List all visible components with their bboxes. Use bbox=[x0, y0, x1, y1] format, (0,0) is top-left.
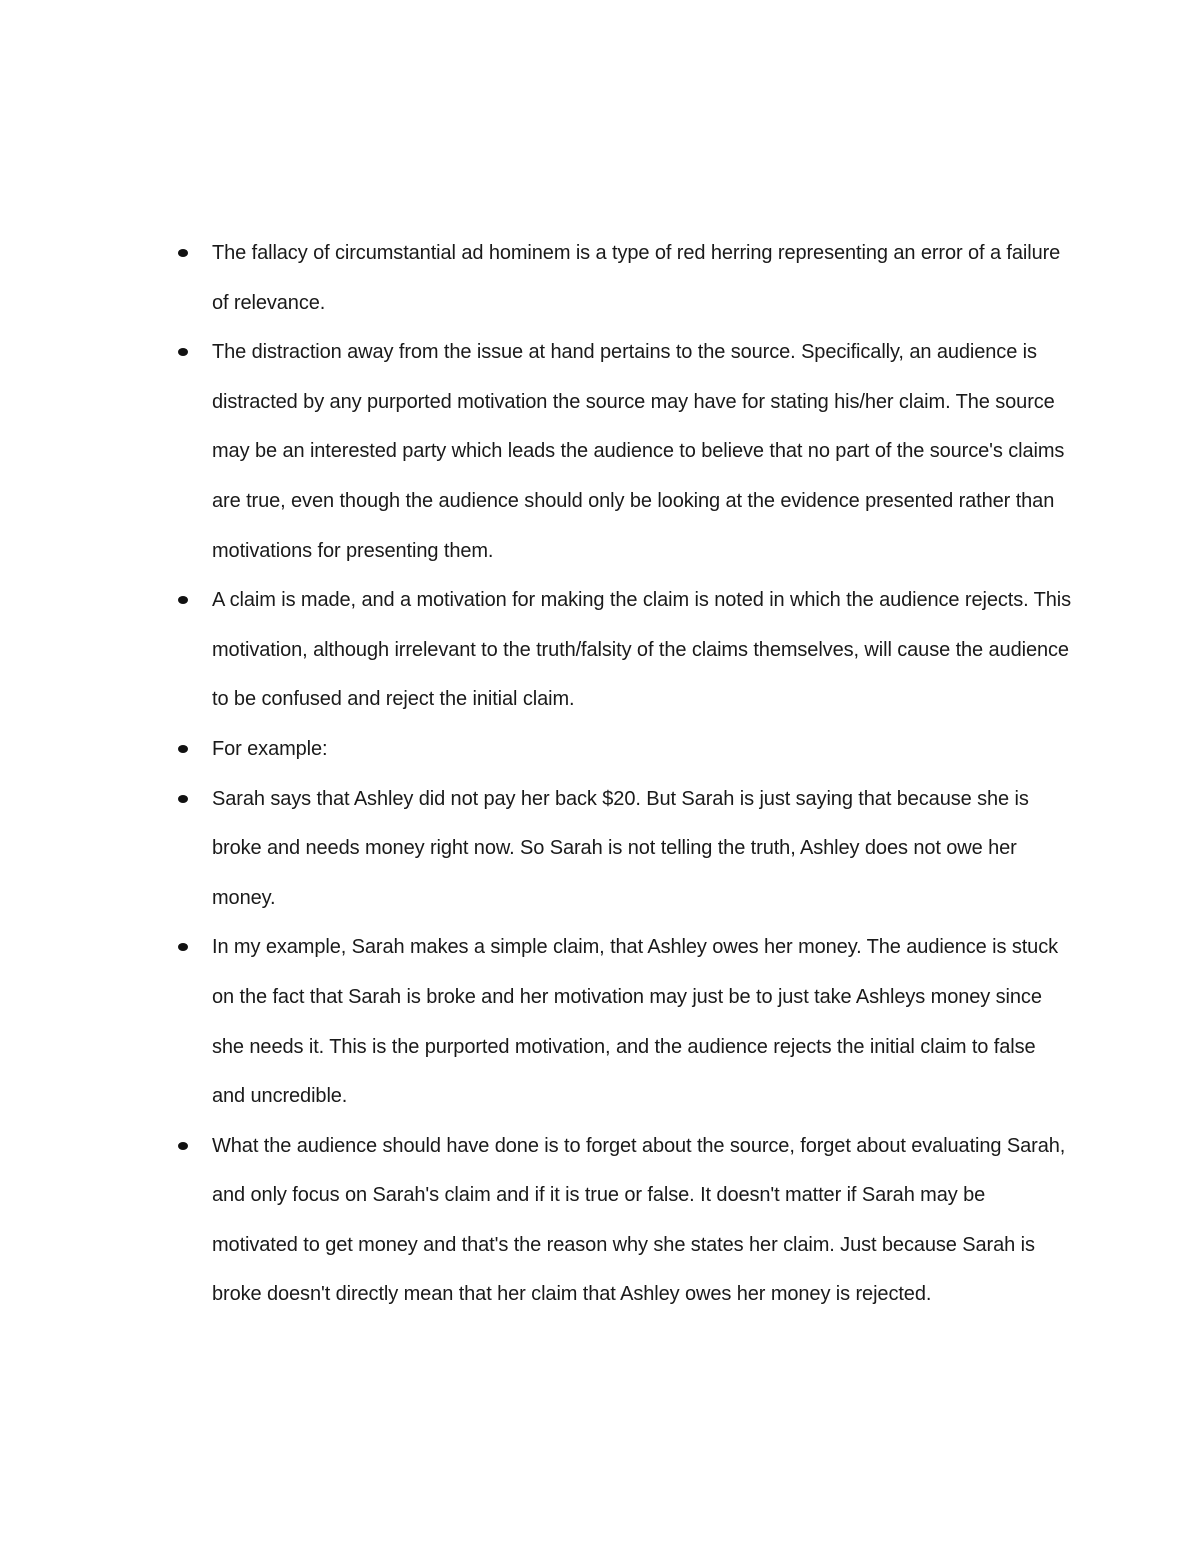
list-item-text: What the audience should have done is to forget about the source, forget about evaluating Sarah, and only focus on Sarah's claim and if it is true or false. It doesn't matter if Sarah may be motivated to get money and that's the reason why she states her claim. Just because Sarah is broke doesn't directly mean that her claim that Ashley owes her money is rejected. bbox=[212, 1134, 1066, 1306]
list-item bbox=[0, 576, 1072, 725]
bullet-icon bbox=[178, 1142, 188, 1150]
list-item-text: The distraction away from the issue at hand pertains to the source. Specifically, an audience is distracted by any purported motivation the source may have for stating his/her claim. The source may be an interested party which leads the audience to believe that no part of the source's claims are true, even though the audience should only be looking at the evidence presented rather than motivations for presenting them. bbox=[212, 341, 1065, 562]
bullet-icon bbox=[178, 249, 188, 257]
bullet-list bbox=[0, 229, 1200, 1320]
list-item bbox=[0, 328, 1072, 576]
list-item-text: The fallacy of circumstantial ad hominem is a type of red herring representing an error of a failure of relevance. bbox=[212, 242, 1061, 314]
list-item-text: In my example, Sarah makes a simple claim, that Ashley owes her money. The audience is stuck on the fact that Sarah is broke and her motivation may just be to just take Ashleys money since she needs it. This is the purported motivation, and the audience rejects the initial claim to false and uncredible. bbox=[212, 936, 1059, 1108]
list-item bbox=[0, 229, 1072, 328]
list-item-text: A claim is made, and a motivation for making the claim is noted in which the audience rejects. This motivation, although irrelevant to the truth/falsity of the claims themselves, will cause the audience to be confused and reject the initial claim. bbox=[212, 589, 1072, 711]
list-item-text: For example: bbox=[212, 737, 328, 760]
list-item bbox=[0, 725, 1072, 775]
list-item-text: Sarah says that Ashley did not pay her back $20. But Sarah is just saying that because she is broke and needs money right now. So Sarah is not telling the truth, Ashley does not owe her money. bbox=[212, 787, 1029, 909]
bullet-icon bbox=[178, 795, 188, 803]
bullet-icon bbox=[178, 348, 188, 356]
bullet-icon bbox=[178, 745, 188, 753]
list-item bbox=[0, 1122, 1072, 1320]
bullet-icon bbox=[178, 596, 188, 604]
bullet-icon bbox=[178, 943, 188, 951]
list-item bbox=[0, 923, 1072, 1121]
list-item bbox=[0, 775, 1072, 924]
